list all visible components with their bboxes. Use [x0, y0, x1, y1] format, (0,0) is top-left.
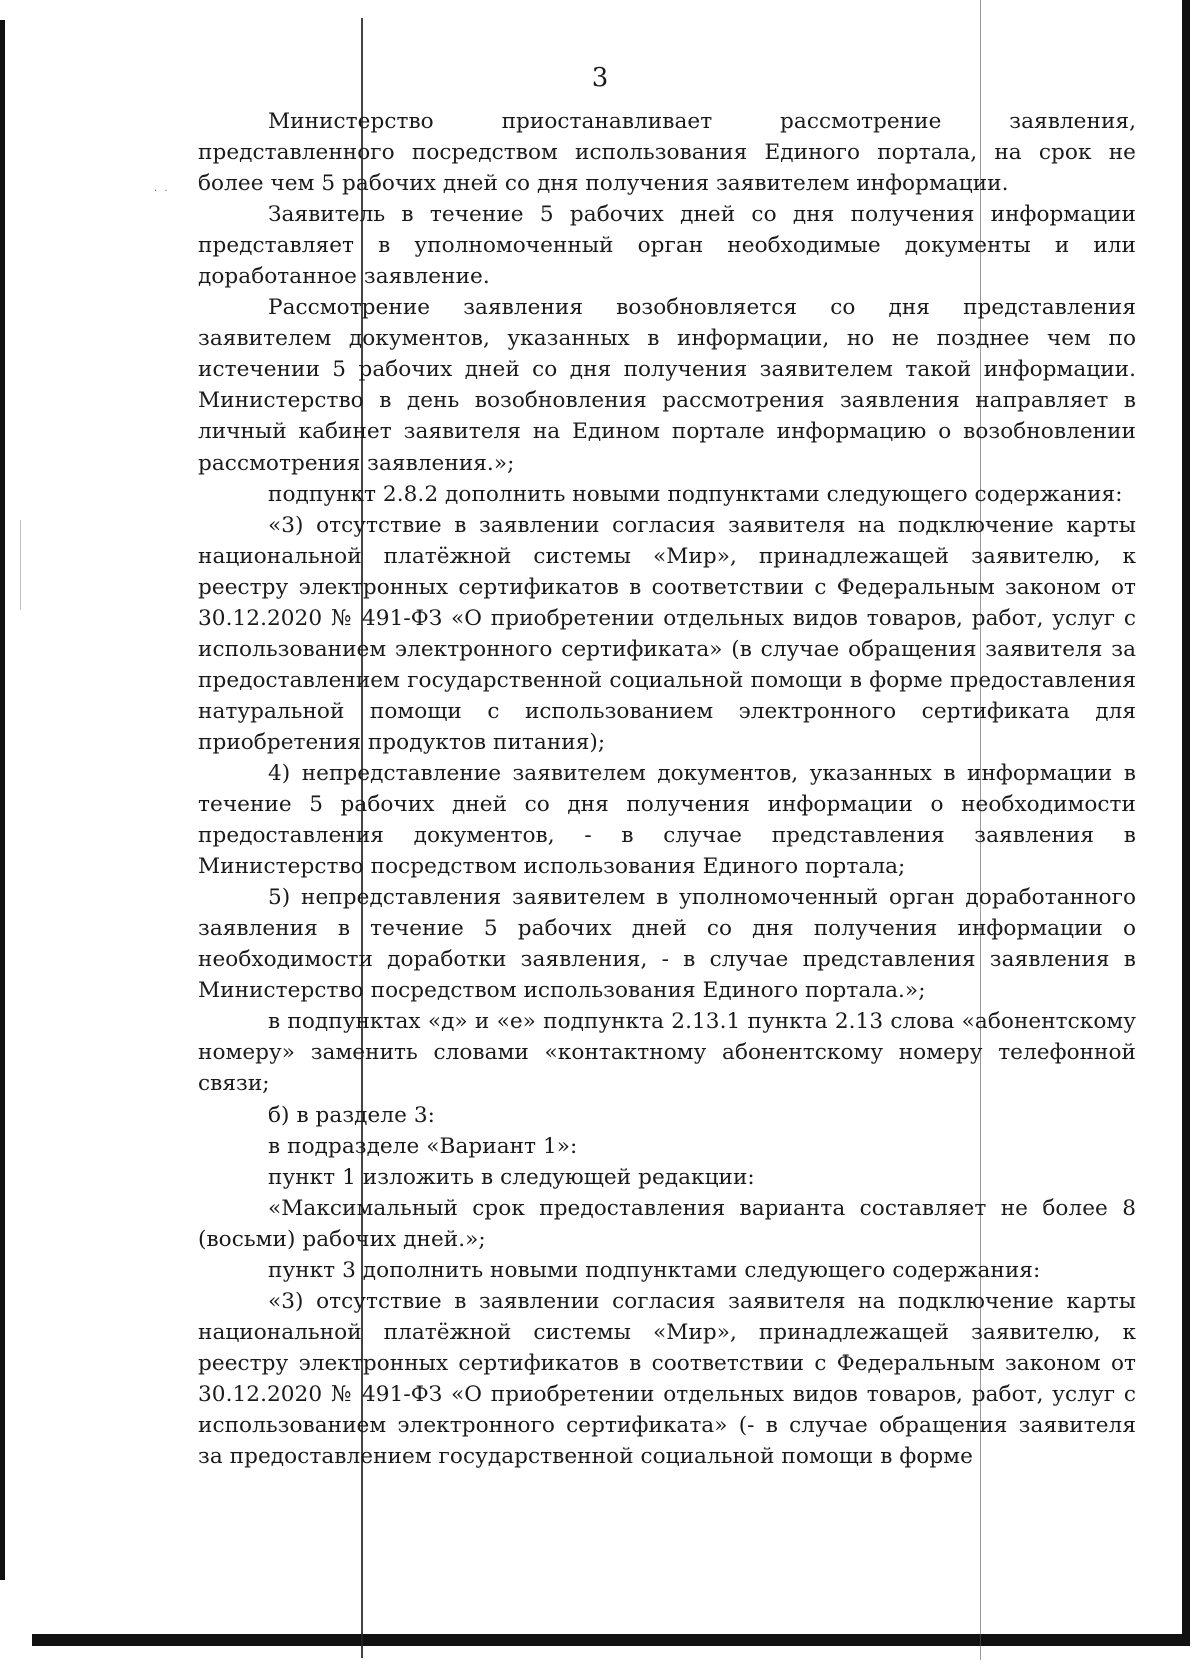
page-number: 3 [591, 63, 609, 93]
scan-edge-right [1182, 0, 1190, 1640]
paragraph: Заявитель в течение 5 рабочих дней со дня получения информации представляет в уполномоченный орган необходимые документы и или доработанное заявление. [198, 202, 1136, 290]
paragraph: Министерство приостанавливает рассмотрение заявления, представленного посредством использования Единого портала, на срок не более чем 5 рабочих дней со дня получения заявителем информации. [198, 109, 1136, 197]
paragraph: пункт 3 дополнить новыми подпунктами следующего содержания: [268, 1257, 1041, 1283]
scan-artifact-line [20, 520, 21, 610]
paragraph: подпункт 2.8.2 дополнить новыми подпунктами следующего содержания: [268, 481, 1123, 507]
paragraph: в подразделе «Вариант 1»: [268, 1133, 578, 1159]
scan-edge-bottom [32, 1634, 1190, 1646]
paragraph: 5) непредставления заявителем в уполномоченный орган доработанного заявления в течение 5 рабочих дней со дня получения информации о необходимости доработки заявления, - в случае представления заявления в Министерство посредством использования Единого портала.»; [198, 885, 1136, 1004]
paragraph: пункт 1 изложить в следующей редакции: [268, 1164, 755, 1190]
paragraph: «3) отсутствие в заявлении согласия заявителя на подключение карты национальной платёжной системы «Мир», принадлежащей заявителю, к реестру электронных сертификатов в соответствии с Федеральным законом от 30.12.2020 № 491-ФЗ «О приобретении отдельных видов товаров, работ, услуг с использованием электронного сертификата» (- в случае обращения заявителя за предоставлением государственной социальной помощи в форме [198, 1288, 1136, 1470]
paragraph: «Максимальный срок предоставления варианта составляет не более 8 (восьми) рабочих дней.»; [198, 1195, 1136, 1252]
scan-artifact-dots: · · [154, 186, 170, 197]
paragraph: «3) отсутствие в заявлении согласия заявителя на подключение карты национальной платёжной системы «Мир», принадлежащей заявителю, к реестру электронных сертификатов в соответствии с Федеральным законом от 30.12.2020 № 491-ФЗ «О приобретении отдельных видов товаров, работ, услуг с использованием электронного сертификата» (в случае обращения заявителя за предоставлением государственной социальной помощи в форме предоставления натуральной помощи с использованием электронного сертификата для приобретения продуктов питания); [198, 512, 1136, 755]
paragraph: 4) непредставление заявителем документов, указанных в информации в течение 5 рабочих дней со дня получения информации о необходимости предоставления документов, - в случае представления заявления в Министерство посредством использования Единого портала; [198, 760, 1136, 880]
paragraph: б) в разделе 3: [268, 1102, 435, 1128]
paragraph: Рассмотрение заявления возобновляется со дня представления заявителем документов, указанных в информации, но не позднее чем по истечении 5 рабочих дней со дня получения заявителем такой информации. Министерство в день возобновления рассмотрения заявления направляет в личный кабинет заявителя на Едином портале информацию о возобновлении рассмотрения заявления.»; [198, 295, 1136, 476]
document-body [198, 106, 1136, 1472]
paragraph: в подпунктах «д» и «е» подпункта 2.13.1 пункта 2.13 слова «абонентскому номеру» заменить словами «контактному абонентскому номеру телефонной связи; [198, 1009, 1136, 1097]
scan-edge-left [0, 20, 5, 1580]
